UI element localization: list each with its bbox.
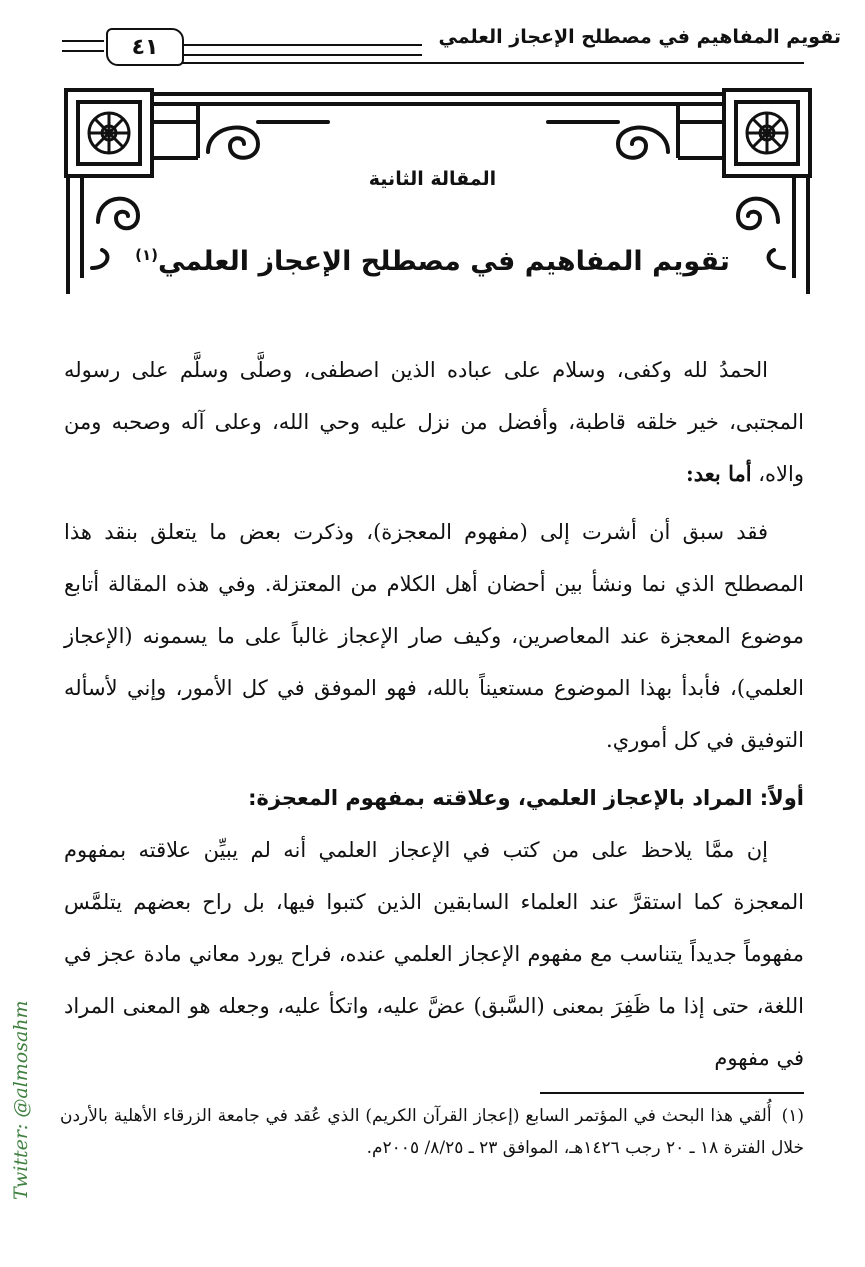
header-rule-mid-1 [182, 44, 422, 46]
title-footnote-marker: (١) [135, 246, 158, 264]
footnote-text: أُلقي هذا البحث في المؤتمر السابع (إعجاز القرآن الكريم) الذي عُقد في جامعة الزرقاء الأهلية بالأردن خلال الفترة ١٨ ـ ٢٠ رجب ١٤٢٦هـ، الموافق ٢٣ ـ ٨/٢٥/ ٢٠٠٥م. [60, 1106, 804, 1158]
paragraph-opening [64, 344, 804, 500]
footnote-rule [540, 1092, 804, 1094]
paragraph-intro: فقد سبق أن أشرت إلى (مفهوم المعجزة)، وذكرت بعض ما يتعلق بنقد هذا المصطلح الذي نما ونشأ بين أحضان أهل الكلام من المعتزلة. وفي هذه المقالة أتابع موضوع المعجزة عند المعاصرين، وكيف صار الإعجاز غالباً على ما يسمونه (الإعجاز العلمي)، فأبدأ بهذا الموضوع مستعيناً بالله، فهو الموفق في كل الأمور، وإني لأسأله التوفيق في كل أموري. [64, 520, 804, 752]
subheading: أولاً: المراد بالإعجاز العلمي، وعلاقته بمفهوم المعجزة: [248, 786, 804, 810]
page-number: ٤١ [106, 28, 184, 66]
body-text [64, 344, 804, 1090]
header-rule-mid-2 [182, 54, 422, 56]
amma-baad: أما بعد: [686, 461, 752, 486]
header-rule-full [182, 62, 804, 64]
section-label: المقالة الثانية [368, 168, 497, 190]
paragraph-main: إن ممَّا يلاحظ على من كتب في الإعجاز العلمي أنه لم يبيِّن علاقته بمفهوم المعجزة كما استقرَّ عند العلماء السابقين الذين كتبوا فيها، بل راح بعضهم يتلمَّس مفهوماً جديداً يتناسب مع مفهوم الإعجاز العلمي عنده، فراح يورد معاني مادة عجز في اللغة، حتى إذا ما ظَفِرَ بمعنى (السَّبق) عضَّ عليه، واتكأ عليه، وجعله هو المعنى المراد في مفهوم [64, 838, 804, 1070]
running-title: تقويم المفاهيم في مصطلح الإعجاز العلمي [438, 26, 841, 48]
chapter-title-text: تقويم المفاهيم في مصطلح الإعجاز العلمي [157, 246, 730, 277]
footnote-number: (١) [781, 1106, 804, 1126]
watermark: Twitter: @almosahm [10, 1000, 32, 1200]
header-rule-left-1 [62, 40, 104, 42]
paragraph-opening-text: الحمدُ لله وكفى، وسلام على عباده الذين اصطفى، وصلَّى وسلَّم على رسوله المجتبى، خير خلقه قاطبة، وأفضل من نزل عليه وحي الله، وعلى آله وصحبه ومن والاه، [64, 358, 804, 486]
chapter-title [0, 246, 865, 277]
footnote [60, 1100, 804, 1164]
header-rule-left-2 [62, 50, 104, 52]
